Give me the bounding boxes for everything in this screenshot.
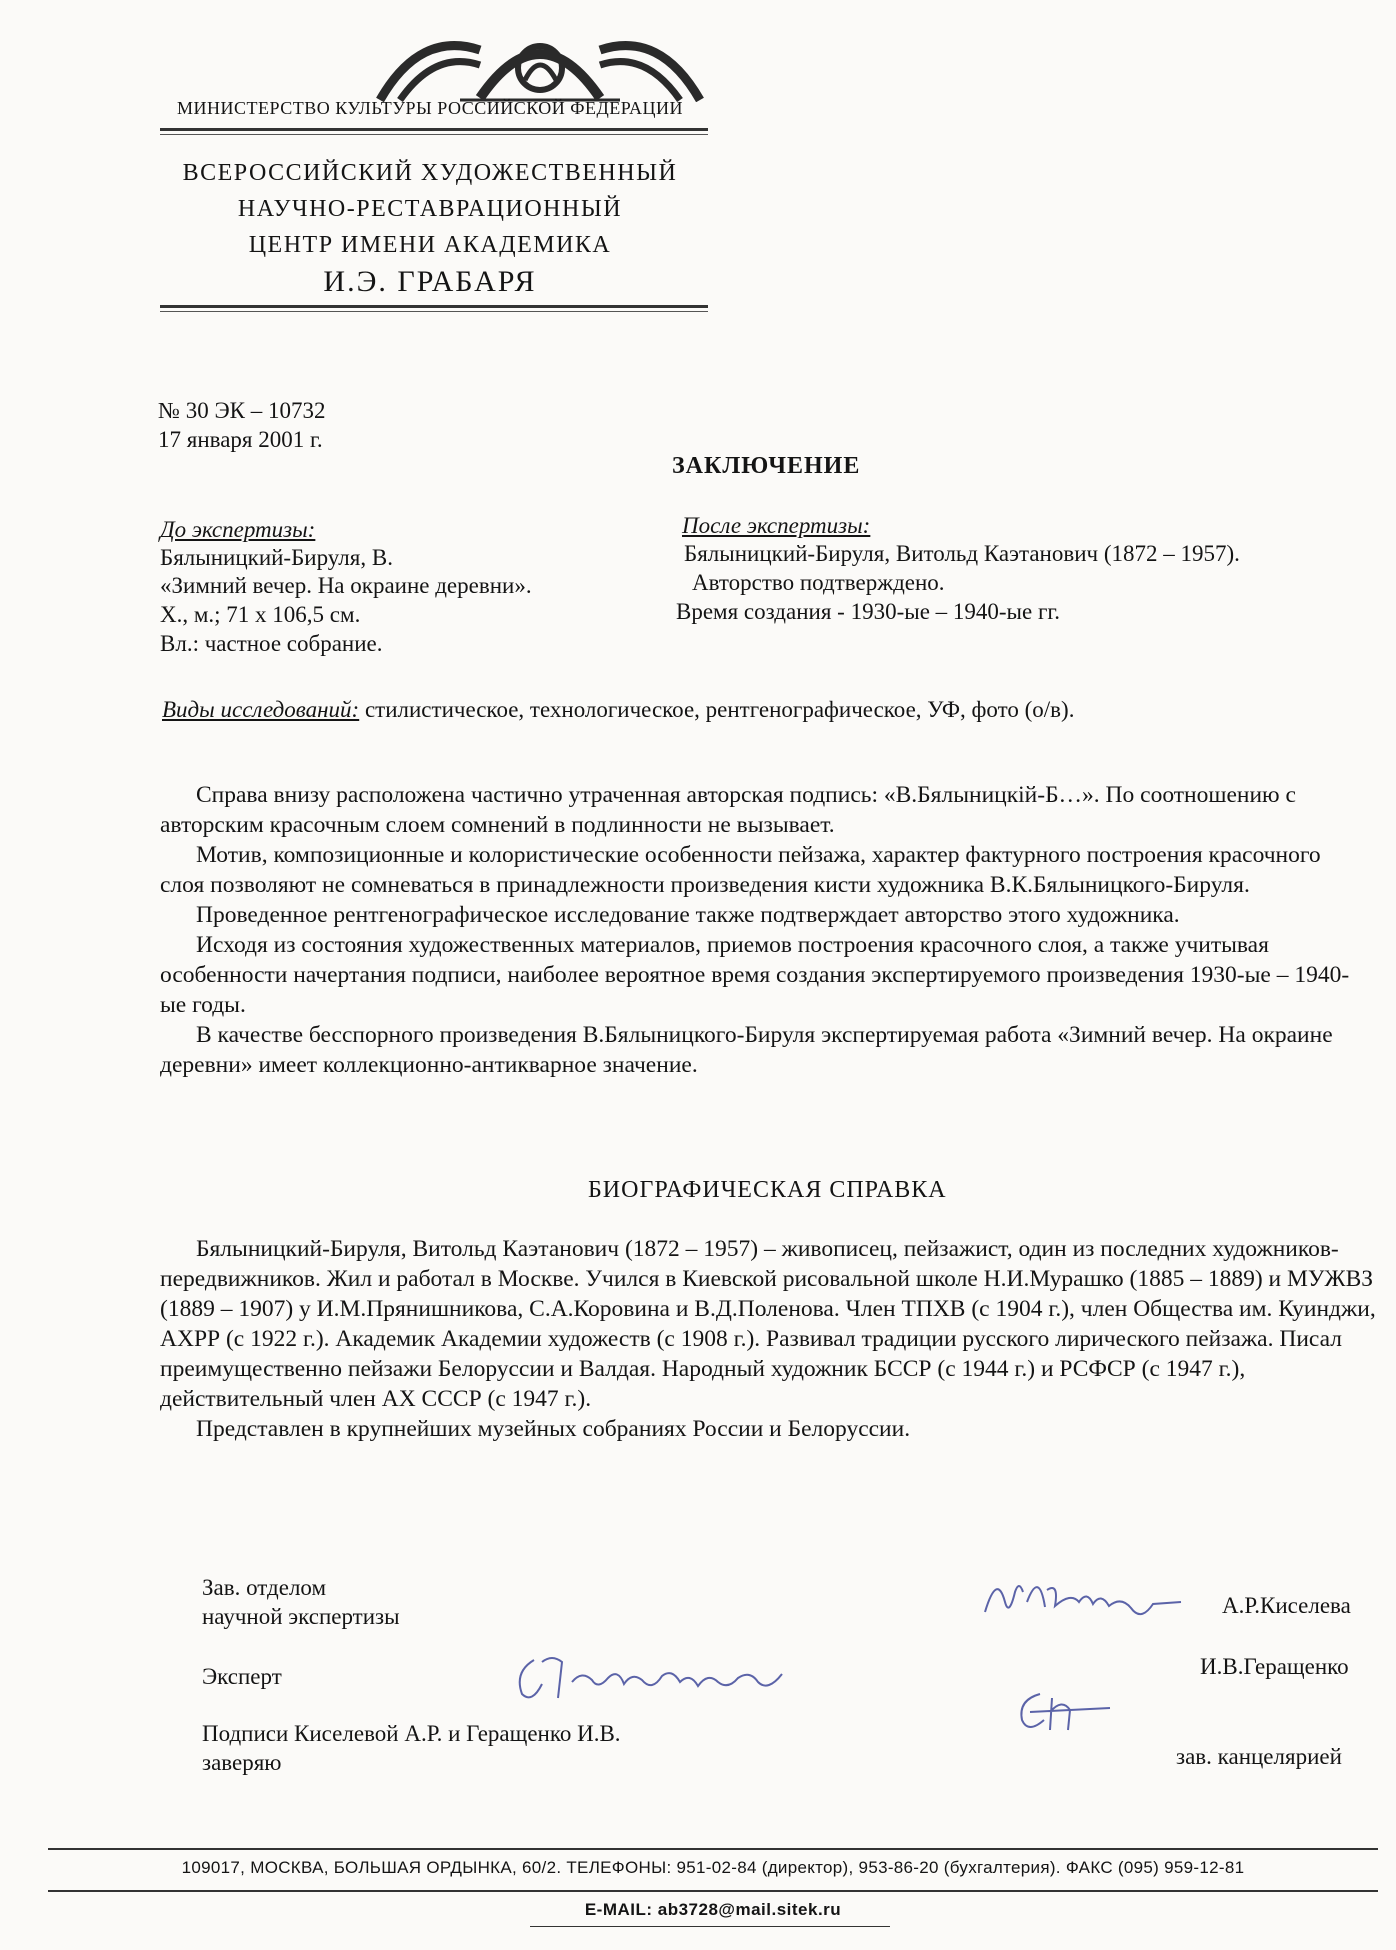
institution-line-3: ЦЕНТР ИМЕНИ АКАДЕМИКА (248, 232, 612, 258)
after-line: Бялыницкий-Бируля, Витольд Каэтанович (1872 – 1957). (684, 541, 1240, 566)
document-date: 17 января 2001 г. (158, 427, 323, 452)
expert-role: Эксперт (202, 1664, 282, 1689)
letterhead-rule (160, 134, 708, 135)
signature-office (1010, 1680, 1120, 1740)
signature-gerashchenko (512, 1642, 802, 1712)
after-line: Авторство подтверждено. (692, 570, 945, 595)
conclusion-body (160, 780, 1360, 1080)
document-title: ЗАКЛЮЧЕНИЕ (672, 453, 861, 479)
body-paragraph: Мотив, композиционные и колористические особенности пейзажа, характер фактурного построения красочного слоя позволяют не сомневаться в принадлежности произведения кисти художника В.К.Бялыницкого-Бируля. (160, 842, 1321, 898)
footer-rule (48, 1848, 1378, 1850)
institution-logo (360, 20, 720, 102)
institution-line-1: ВСЕРОССИЙСКИЙ ХУДОЖЕСТВЕННЫЙ (182, 160, 678, 186)
certify-line-2: заверяю (202, 1750, 282, 1775)
document-number: № 30 ЭК – 10732 (158, 398, 326, 423)
before-line: Х., м.; 71 х 106,5 см. (160, 602, 361, 627)
bio-body (160, 1234, 1385, 1444)
institution-line-2: НАУЧНО-РЕСТАВРАЦИОННЫЙ (237, 196, 623, 222)
ministry-name: МИНИСТЕРСТВО КУЛЬТУРЫ РОССИЙСКОЙ ФЕДЕРАЦИИ (177, 98, 683, 118)
head-role-line-2: научной экспертизы (202, 1604, 400, 1629)
head-name: А.Р.Киселева (1222, 1593, 1351, 1618)
footer-email-underline (530, 1926, 890, 1927)
after-line: Время создания - 1930-ые – 1940-ые гг. (676, 599, 1060, 624)
after-heading: После экспертизы: (682, 513, 871, 538)
body-paragraph: Справа внизу расположена частично утраченная авторская подпись: «В.Бялыницкій-Б…». По соотношению с авторским красочным слоем сомнений в подлинности не вызывает. (160, 782, 1296, 838)
footer-rule (48, 1890, 1378, 1892)
certify-line-1: Подписи Киселевой А.Р. и Геращенко И.В. (202, 1721, 621, 1746)
bio-paragraph: Бялыницкий-Бируля, Витольд Каэтанович (1872 – 1957) – живописец, пейзажист, один из последних художников-передвижников. Жил и работал в Москве. Учился в Киевской рисовальной школе Н.И.Мурашко (1885 – 1889) и МУЖВЗ (1889 – 1907) у И.М.Прянишникова, С.А.Коровина и В.Д.Поленова. Член ТПХВ (с 1904 г.), член Общества им. Куинджи, АХРР (с 1922 г.). Академик Академии художеств (с 1908 г.). Развивал традиции русского лирического пейзажа. Писал преимущественно пейзажи Белоруссии и Валдая. Народный художник БССР (с 1944 г.) и РСФСР (с 1947 г.), действительный член АХ СССР (с 1947 г.). (160, 1236, 1376, 1412)
research-types (162, 696, 1074, 724)
body-paragraph: В качестве бесспорного произведения В.Бялыницкого-Бируля экспертируемая работа «Зимний вечер. На окраине деревни» имеет коллекционно-антикварное значение. (160, 1022, 1333, 1078)
office-role: зав. канцелярией (1176, 1744, 1342, 1769)
before-line: «Зимний вечер. На окраине деревни». (160, 573, 532, 598)
footer-address: 109017, МОСКВА, БОЛЬШАЯ ОРДЫНКА, 60/2. ТЕЛЕФОНЫ: 951-02-84 (директор), 953-86-20 (бухгалтерия). ФАКС (095) 959-12-81 (181, 1858, 1245, 1877)
letterhead-rule (160, 128, 708, 131)
head-role-line-1: Зав. отделом (202, 1575, 327, 1600)
bio-paragraph: Представлен в крупнейших музейных собраниях России и Белоруссии. (196, 1416, 911, 1442)
bio-title: БИОГРАФИЧЕСКАЯ СПРАВКА (588, 1177, 947, 1203)
research-value: стилистическое, технологическое, рентгенографическое, УФ, фото (о/в). (359, 697, 1075, 722)
research-label: Виды исследований: (162, 697, 360, 722)
letterhead-rule (160, 305, 708, 308)
expert-name: И.В.Геращенко (1200, 1654, 1349, 1679)
letterhead-rule (160, 311, 708, 312)
body-paragraph: Исходя из состояния художественных материалов, приемов построения красочного слоя, а также учитывая особенности начертания подписи, наиболее вероятное время создания экспертируемого произведения 1930-ые – 1940-ые годы. (160, 932, 1350, 1018)
before-line: Вл.: частное собрание. (160, 631, 383, 656)
before-heading: До экспертизы: (160, 517, 316, 542)
before-line: Бялыницкий-Бируля, В. (160, 545, 393, 570)
signature-kiseleva (975, 1562, 1185, 1632)
institution-line-4: И.Э. ГРАБАРЯ (323, 265, 537, 298)
body-paragraph: Проведенное рентгенографическое исследование также подтверждает авторство этого художника. (196, 902, 1180, 928)
footer-email: E-MAIL: ab3728@mail.sitek.ru (584, 1900, 842, 1919)
